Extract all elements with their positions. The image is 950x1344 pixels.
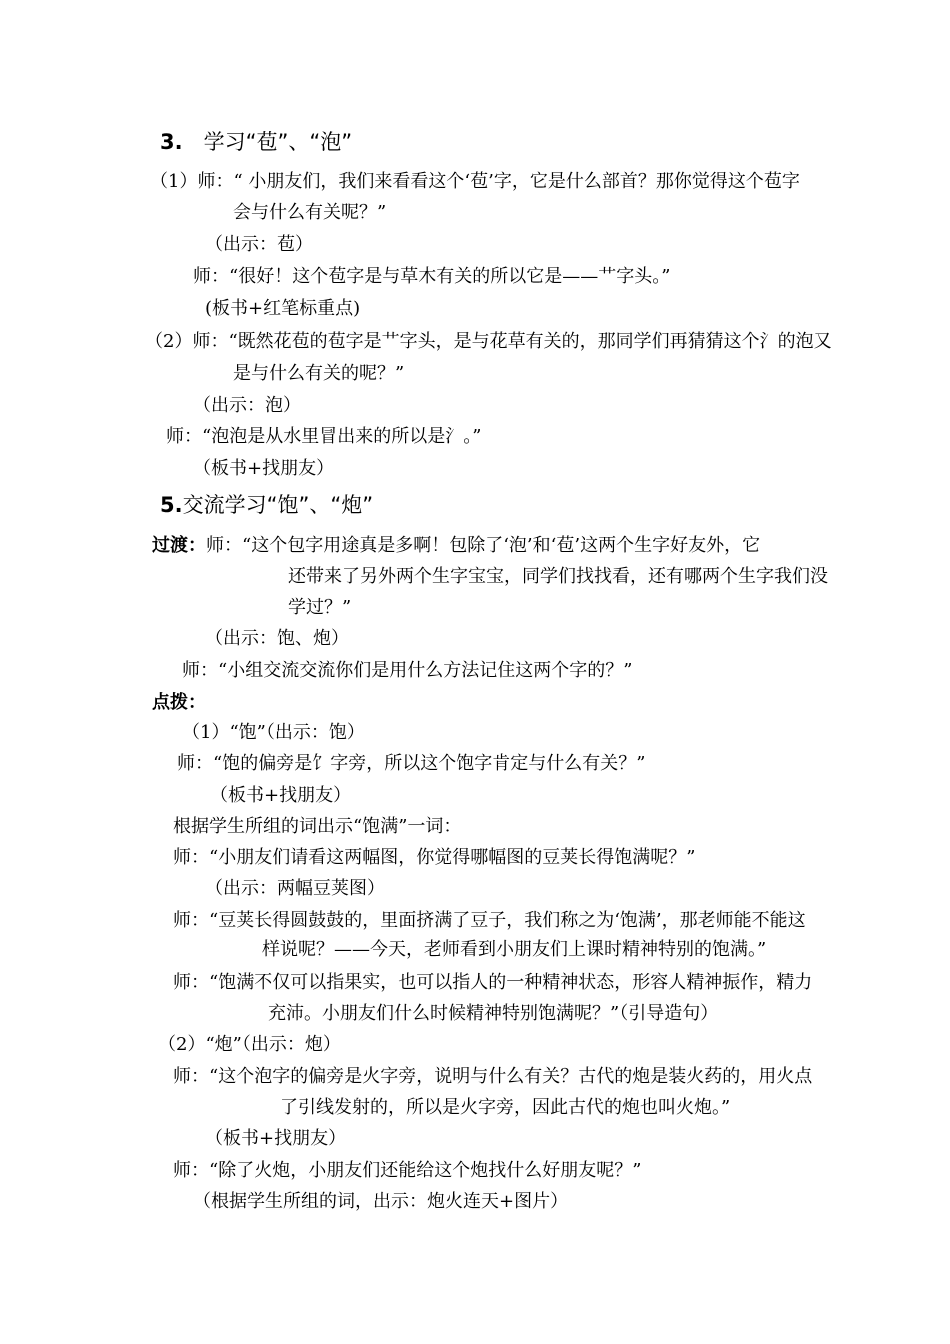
paragraph-line: 了引线发射的，所以是火字旁，因此古代的炮也叫火炮。” xyxy=(280,1097,731,1118)
paragraph-line: （2）师：“既然花苞的苞字是艹字头，是与花草有关的，那同学们再猜猜这个氵的泡又 xyxy=(145,331,832,352)
paragraph-line: 充沛。小朋友们什么时候精神特别饱满呢？”（引导造句） xyxy=(268,1003,719,1024)
paragraph-line: 师：“小组交流交流你们是用什么方法记住这两个字的？” xyxy=(182,660,633,681)
section-number: 5. xyxy=(160,493,183,517)
paragraph-line: 师：“小朋友们请看这两幅图，你觉得哪幅图的豆荚长得饱满呢？” xyxy=(173,847,696,868)
section-number: 3. xyxy=(160,130,183,154)
paragraph-line: 师：“泡泡是从水里冒出来的所以是氵。” xyxy=(166,426,482,447)
paragraph-line: 是与什么有关的呢？” xyxy=(233,363,405,384)
guidance-label: 点拨： xyxy=(152,692,206,713)
paragraph-text: 师：“这个包字用途真是多啊！包除了‘泡’和‘苞’这两个生字好友外，它 xyxy=(206,535,761,556)
paragraph-line: （1）“饱”（出示：饱） xyxy=(182,722,365,743)
paragraph-line: 师：“很好！这个苞字是与草木有关的所以它是——艹字头。” xyxy=(193,266,671,287)
paragraph-line: 师：“这个泡字的偏旁是火字旁，说明与什么有关？古代的炮是装火药的，用火点 xyxy=(173,1066,813,1087)
stage-direction: （出示：饱、炮） xyxy=(205,628,349,649)
paragraph-line: 学过？” xyxy=(288,597,352,618)
stage-direction: （出示：泡） xyxy=(193,395,301,416)
section-title: 交流学习“饱”、“炮” xyxy=(182,493,374,517)
section-heading-3 xyxy=(160,130,352,154)
paragraph-line: 样说呢？——今天，老师看到小朋友们上课时精神特别的饱满。” xyxy=(262,939,767,960)
paragraph-line xyxy=(152,534,760,558)
section-title: 学习“苞”、“泡” xyxy=(182,130,353,154)
transition-label: 过渡： xyxy=(152,535,206,556)
stage-direction: (板书+红笔标重点) xyxy=(205,298,361,319)
paragraph-line: （2）“炮”（出示：炮） xyxy=(158,1034,341,1055)
stage-direction: （板书+找朋友） xyxy=(205,1128,347,1149)
stage-direction: （板书+找朋友） xyxy=(193,458,335,479)
stage-direction: （根据学生所组的词，出示：炮火连天+图片） xyxy=(193,1191,569,1212)
paragraph-line: 还带来了另外两个生字宝宝，同学们找找看，还有哪两个生字我们没 xyxy=(288,566,828,587)
stage-direction: （出示：两幅豆荚图） xyxy=(205,878,385,899)
paragraph-line: 师：“豆荚长得圆鼓鼓的，里面挤满了豆子，我们称之为‘饱满’，那老师能不能这 xyxy=(173,910,806,931)
paragraph-line: 会与什么有关呢？” xyxy=(233,202,387,223)
paragraph-line: 师：“除了火炮，小朋友们还能给这个炮找什么好朋友呢？” xyxy=(173,1160,642,1181)
stage-direction: （板书+找朋友） xyxy=(210,785,352,806)
paragraph-line: 根据学生所组的词出示“饱满”一词： xyxy=(173,816,462,837)
paragraph-line: （1）师：“ 小朋友们，我们来看看这个‘苞’字，它是什么部首？那你觉得这个苞字 xyxy=(150,171,800,192)
stage-direction: （出示：苞） xyxy=(205,234,313,255)
paragraph-line: 师：“饱的偏旁是饣字旁，所以这个饱字肯定与什么有关？” xyxy=(177,753,646,774)
paragraph-line: 师：“饱满不仅可以指果实，也可以指人的一种精神状态，形容人精神振作，精力 xyxy=(173,972,813,993)
section-heading-5 xyxy=(160,493,373,517)
